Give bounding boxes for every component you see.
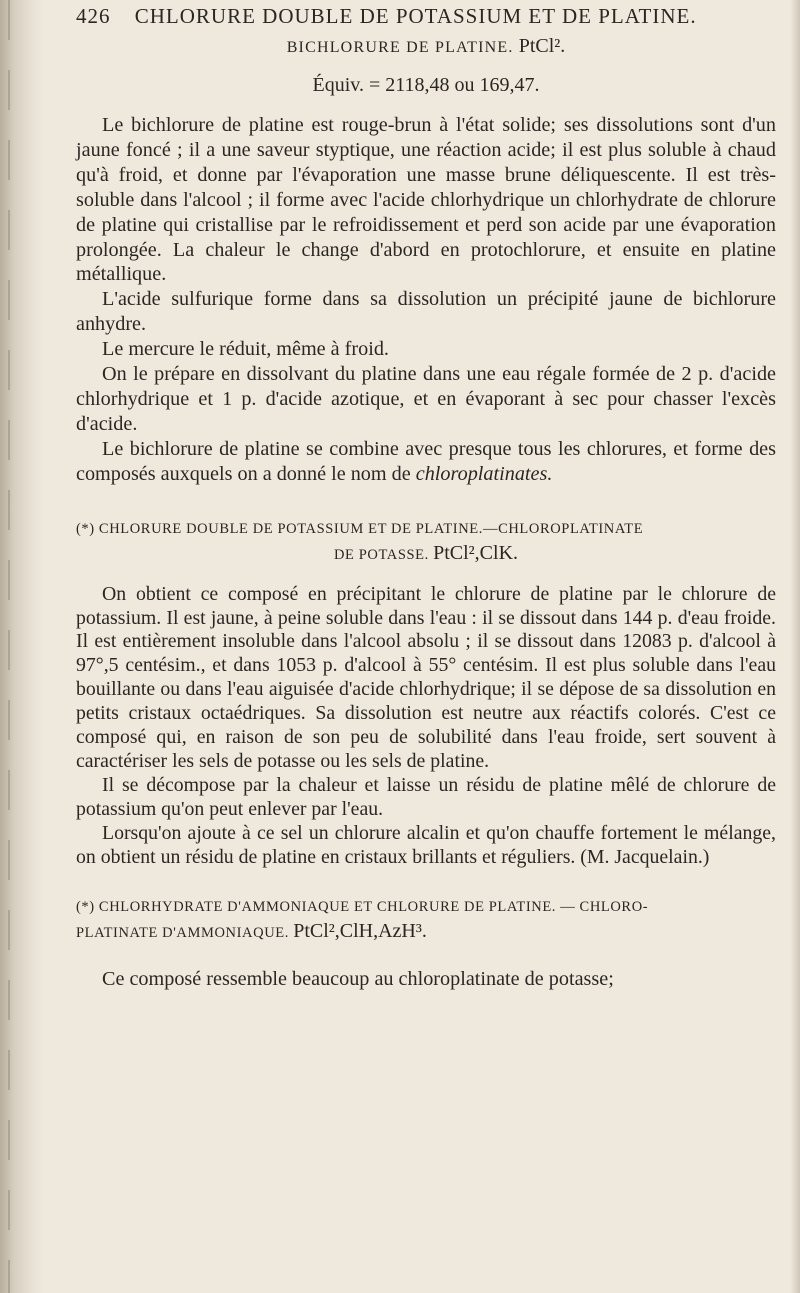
- section-heading-formula: PtCl²,ClK.: [433, 541, 519, 564]
- running-head-title: CHLORURE DOUBLE DE POTASSIUM ET DE PLATINE.: [134, 4, 697, 28]
- paragraph: Le bichlorure de platine est rouge-brun à l'état solide; ses dissolutions sont d'un jaune foncé ; il a une saveur styptique, une réaction acide; il est plus soluble à chaud qu'à froid, et donne par l'évaporation une masse brune déliquescente. Il est très-soluble dans l'alcool ; il forme avec l'acide chlorhydrique un chlorhydrate de chlorure de platine qui cristallise par le refroidissement et perd son acide par une évaporation prolongée. La chaleur le change d'abord en protochlorure, et ensuite en platine métallique.: [76, 114, 776, 286]
- paragraph: Il se décompose par la chaleur et laisse un résidu de platine mêlé de chlorure de potassium qu'on peut enlever par l'eau.: [76, 773, 776, 820]
- section-heading-formula: PtCl²,ClH,AzH³.: [293, 920, 427, 943]
- section-heading-bichlorure: [76, 34, 776, 60]
- page-edge-shadow: [790, 0, 800, 1293]
- heading-formula: PtCl².: [518, 35, 566, 57]
- paragraph: On obtient ce composé en précipitant le chlorure de platine par le chlorure de potassium. Il est jaune, à peine soluble dans l'eau : il se dissout dans 144 p. d'eau froide. Il est entièrement insoluble dans l'alcool absolu ; il se dissout dans 12083 p. d'alcool à 97°,5 centésim., et dans 1053 p. d'alcool à 55° centésim. Il est plus soluble dans l'eau bouillante ou dans l'eau aiguisée d'acide chlorhydrique; il se dépose de sa dissolution en petits cristaux octaédriques. Sa dissolution est neutre aux réactifs colorés. C'est ce composé qui, en raison de son peu de solubilité dans l'eau froide, sert souvent à caractériser les sels de potasse ou les sels de platine.: [76, 582, 776, 772]
- heading-label: BICHLORURE DE PLATINE.: [286, 39, 514, 56]
- section-heading-label: PLATINATE D'AMMONIAQUE.: [76, 925, 289, 942]
- paragraph: L'acide sulfurique forme dans sa dissolution un précipité jaune de bichlorure anhydre.: [76, 288, 776, 336]
- section-heading-chloroplatinate-potasse: [76, 517, 776, 567]
- paragraph: On le prépare en dissolvant du platine dans une eau régale formée de 2 p. d'acide chlorhydrique et 1 p. d'acide azotique, et en évaporant à sec pour chasser l'excès d'acide.: [76, 363, 776, 435]
- section-heading-line1: (*) CHLORURE DOUBLE DE POTASSIUM ET DE PLATINE.—CHLOROPLATINATE: [76, 520, 644, 537]
- page-number: 426: [76, 4, 111, 28]
- section-heading-label: DE POTASSE.: [333, 546, 429, 563]
- section-heading-line2: [76, 919, 776, 945]
- running-head: [76, 4, 776, 34]
- paragraph-chloroplatinates: [76, 437, 776, 487]
- book-binding-shadow: [0, 0, 44, 1293]
- equivalent-line: Équiv. = 2118,48 ou 169,47.: [312, 74, 540, 96]
- section-heading-chloroplatinate-ammoniaque: [76, 895, 776, 945]
- paragraph: Lorsqu'on ajoute à ce sel un chlorure alcalin et qu'on chauffe fortement le mélange, on obtient un résidu de platine en cristaux brillants et réguliers. (M. Jacquelain.): [76, 821, 776, 868]
- italic-term: chloroplatinates.: [415, 462, 553, 485]
- paragraph-text: Le bichlorure de platine se combine avec presque tous les chlorures, et forme des composés auxquels on a donné le nom de: [76, 437, 776, 485]
- book-page: [76, 0, 776, 992]
- paragraph: Le mercure le réduit, même à froid.: [102, 338, 389, 361]
- section-heading-line2: [76, 541, 776, 567]
- section-heading-line1: (*) CHLORHYDRATE D'AMMONIAQUE ET CHLORURE DE PLATINE. — CHLORO-: [76, 899, 649, 916]
- paragraph: Ce composé ressemble beaucoup au chloroplatinate de potasse;: [102, 968, 614, 991]
